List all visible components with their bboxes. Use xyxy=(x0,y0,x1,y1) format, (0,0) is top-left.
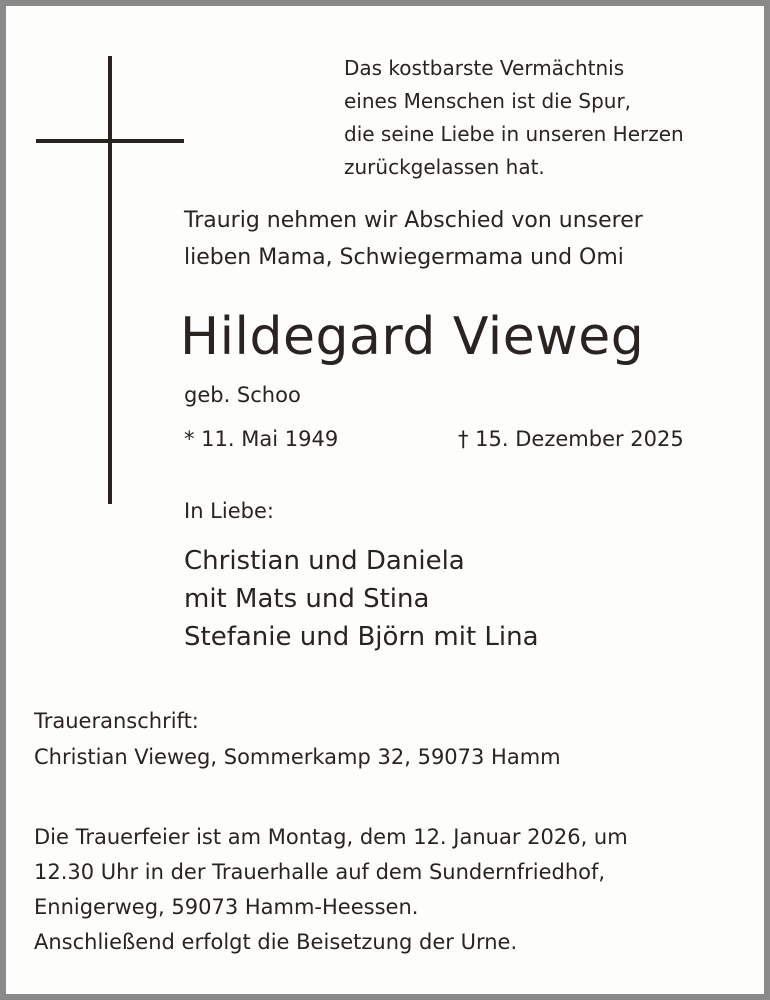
mourner-line: Christian und Daniela xyxy=(184,546,465,576)
ceremony-line: Anschließend erfolgt die Beisetzung der Urne. xyxy=(34,930,518,954)
address-label: Traueranschrift: xyxy=(34,709,199,733)
mourning-address: Christian Vieweg, Sommerkamp 32, 59073 Hamm xyxy=(34,745,561,769)
ceremony-line: Die Trauerfeier ist am Montag, dem 12. Januar 2026, um xyxy=(34,825,628,849)
maiden-name: geb. Schoo xyxy=(184,383,301,407)
obituary-card xyxy=(6,6,764,994)
ceremony-line: Ennigerweg, 59073 Hamm-Heessen. xyxy=(34,895,419,919)
ceremony-info xyxy=(34,820,628,960)
intro-line: Traurig nehmen wir Abschied von unserer xyxy=(184,208,643,233)
death-date: † 15. Dezember 2025 xyxy=(458,427,684,451)
farewell-intro xyxy=(184,202,643,276)
quote-line: Das kostbarste Vermächtnis xyxy=(344,56,625,80)
ceremony-line: 12.30 Uhr in der Trauerhalle auf dem Sundernfriedhof, xyxy=(34,860,606,884)
cross-horizontal-bar xyxy=(36,139,184,143)
birth-date: * 11. Mai 1949 xyxy=(184,427,339,451)
quote-line: zurückgelassen hat. xyxy=(344,155,545,179)
mourners-label: In Liebe: xyxy=(184,499,274,523)
mourner-line: Stefanie und Björn mit Lina xyxy=(184,622,539,652)
mourners-list xyxy=(184,542,539,656)
quote-line: die seine Liebe in unseren Herzen xyxy=(344,122,684,146)
intro-line: lieben Mama, Schwiegermama und Omi xyxy=(184,245,624,270)
cross-vertical-bar xyxy=(108,56,112,504)
quote-line: eines Menschen ist die Spur, xyxy=(344,89,632,113)
deceased-name: Hildegard Vieweg xyxy=(180,307,645,367)
mourner-line: mit Mats und Stina xyxy=(184,584,430,614)
memorial-quote xyxy=(344,52,684,184)
